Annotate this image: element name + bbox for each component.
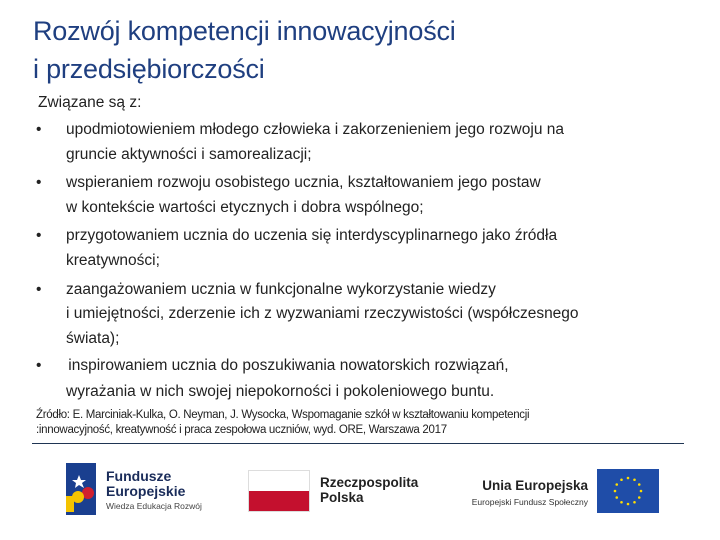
bullet-icon: • xyxy=(36,357,42,374)
bullet-line: wspieraniem rozwoju osobistego ucznia, kształtowaniem jego postaw xyxy=(66,174,541,191)
bullet-icon: • xyxy=(36,121,42,138)
ue-logo-title: Unia Europejska xyxy=(482,478,588,493)
polish-flag-icon xyxy=(248,470,310,512)
eu-star xyxy=(620,478,623,481)
divider xyxy=(32,443,684,444)
bullet-icon: • xyxy=(36,227,42,244)
bullet-line: i umiejętności, zderzenie ich z wyzwaniami rzeczywistości (współczesnego xyxy=(66,305,579,322)
pl-line: Rzeczpospolita xyxy=(320,475,419,490)
bullet-line: świata); xyxy=(66,330,120,347)
eu-star xyxy=(633,501,636,504)
bullet-line: zaangażowaniem ucznia w funkcjonalne wykorzystanie wiedzy xyxy=(66,281,496,298)
bullet-line: wyrażania w nich swojej niepokorności i pokoleniowego buntu. xyxy=(66,383,495,400)
bullet-line: w kontekście wartości etycznych i dobra wspólnego; xyxy=(66,199,424,216)
eu-star xyxy=(633,478,636,481)
bullet-line: kreatywności; xyxy=(66,252,160,269)
source-citation xyxy=(36,408,529,438)
title-line: Rozwój kompetencji innowacyjności xyxy=(33,16,456,46)
fe-logo-text xyxy=(106,469,185,499)
bullet-icon: • xyxy=(36,174,42,191)
eu-star xyxy=(627,503,630,506)
eu-star xyxy=(638,483,641,486)
fe-line: Fundusze xyxy=(106,468,172,484)
eu-star xyxy=(640,490,643,493)
eu-star xyxy=(615,496,618,499)
intro-text: Związane są z: xyxy=(38,94,142,111)
fundusze-europejskie-logo-icon xyxy=(66,463,96,515)
fe-subtitle: Wiedza Edukacja Rozwój xyxy=(106,501,202,511)
source-line: :innowacyjność, kreatywność i praca zespołowa uczniów, wyd. ORE, Warszawa 2017 xyxy=(36,424,447,436)
title-line: i przedsiębiorczości xyxy=(33,54,265,84)
eu-star xyxy=(627,477,630,480)
ue-logo-subtitle: Europejski Fundusz Społeczny xyxy=(471,497,588,507)
bullet-icon: • xyxy=(36,281,42,298)
eu-flag-icon xyxy=(597,469,659,513)
eu-star xyxy=(620,501,623,504)
pl-logo-text xyxy=(320,475,418,505)
pl-line: Polska xyxy=(320,490,364,505)
bullet-line: inspirowaniem ucznia do poszukiwania nowatorskich rozwiązań, xyxy=(64,357,509,374)
logo-strip xyxy=(0,455,720,525)
slide-title xyxy=(33,12,456,88)
eu-star xyxy=(615,483,618,486)
source-line: Źródło: E. Marciniak-Kulka, O. Neyman, J. Wysocka, Wspomaganie szkół w kształtowaniu kompetencji xyxy=(36,409,530,421)
bullet-line: upodmiotowieniem młodego człowieka i zakorzenieniem jego rozwoju na xyxy=(66,121,564,138)
bullet-line: gruncie aktywności i samorealizacji; xyxy=(66,146,312,163)
eu-star xyxy=(614,490,617,493)
fe-line: Europejskie xyxy=(106,483,186,499)
bullet-line: przygotowaniem ucznia do uczenia się interdyscyplinarnego jako źródła xyxy=(66,227,558,244)
eu-star xyxy=(638,496,641,499)
